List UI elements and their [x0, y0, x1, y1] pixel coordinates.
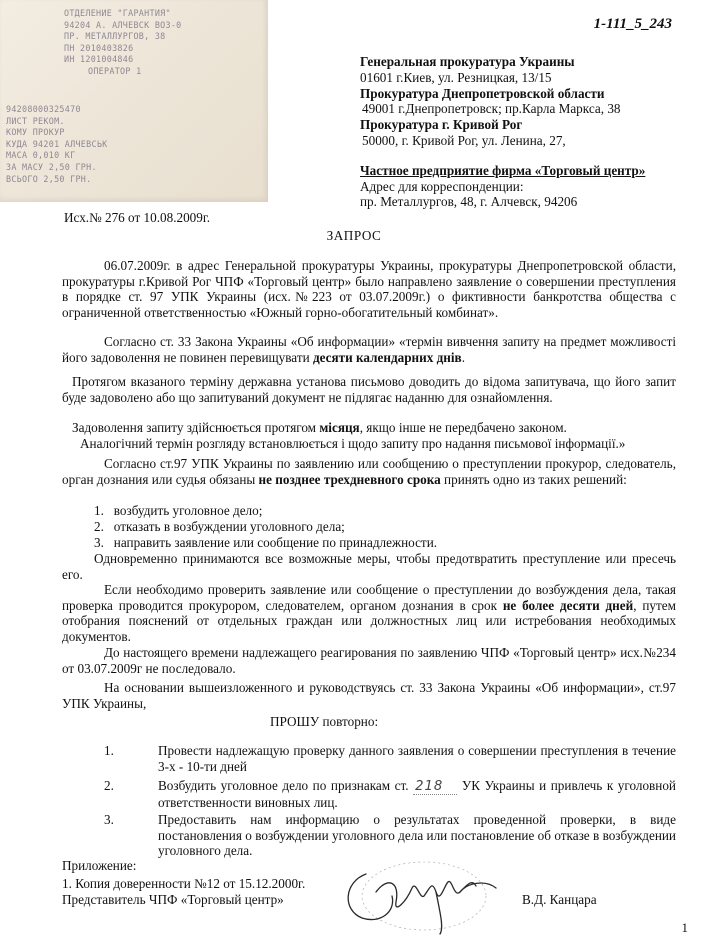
receipt-line: ИН 1201004846	[64, 54, 134, 65]
paragraph-4	[62, 420, 676, 436]
request-text: Возбудить уголовное дело по признакам ст.	[158, 778, 414, 793]
receipt-top-block	[64, 8, 182, 78]
decision-item-3: 3. направить заявление или сообщение по принадлежности.	[94, 535, 438, 550]
paragraph-text: , путем отобрания пояснений от отдельных граждан или должностных лиц или истребования необходимых документов.	[62, 597, 676, 644]
addressee-block	[360, 54, 645, 210]
decision-text: возбудить уголовное дело;	[113, 503, 263, 518]
addressee-org: Прокуратура Днепропетровской области	[360, 85, 605, 101]
paragraph-7: Одновременно принимаются все возможные меры, чтобы предотвратить преступление или пресечь его.	[62, 551, 676, 582]
request-item-2	[158, 778, 676, 810]
paragraph-3: Протягом вказаного терміну державна установа письмово доводить до відома запитувача, що його запит буде задоволено або що запитуваний документ не підлягає наданню для ознайомлення.	[62, 374, 676, 405]
request-number: 2.	[104, 778, 114, 793]
receipt-line: ОПЕРАТОР 1	[88, 65, 142, 76]
paragraph-text: Согласно ст.97 УПК Украины по заявлению или сообщению о преступлении прокурор, следователь, орган дознания или судья обязаны	[62, 456, 676, 487]
receipt-line: ВСЬОГО 2,50 ГРН.	[6, 173, 92, 184]
receipt-line: ОТДЕЛЕНИЕ "ГАРАНТИЯ"	[64, 8, 171, 18]
decision-item-2: 2. отказать в возбуждении уголовного дела;	[94, 519, 345, 534]
addressee-org: Прокуратура г. Кривой Рог	[360, 117, 523, 133]
paragraph-text: Согласно ст. 33 Закона Украины «Об информации» «термін вивчення запиту на предмет можливості його задоволення не повинен перевищувати	[62, 334, 676, 365]
request-item-3: Предоставить нам информацию о результатах проведенной проверки, в виде постановления о возбуждении уголовного дела или постановление об отказе в возбуждении уголовного дела.	[158, 812, 676, 859]
addressee-org: Генеральная прокуратура Украины	[360, 54, 575, 69]
paragraph-8	[62, 582, 676, 644]
paragraph-text: Если необходимо проверить заявление или сообщение о преступлении до возбуждения дела, такая проверка проводится прокурором, следователем, органом дознания в срок	[62, 582, 676, 613]
paragraph-text: принять одно из таких решений:	[440, 471, 627, 487]
request-heading: ПРОШУ повторно:	[270, 714, 379, 729]
attachment-item: 1. Копия доверенности №12 от 15.12.2000г.	[62, 876, 306, 891]
request-text: УК Украины и привлечь к уголовной ответственности виновных лиц.	[158, 778, 676, 810]
receipt-line: 94208000325470	[6, 104, 81, 114]
document-title: ЗАПРОС	[326, 228, 382, 243]
paragraph-10: На основании вышеизложенного и руководствуясь ст. 33 Закона Украины «Об информации», ст.97 УПК Украины,	[62, 680, 676, 711]
decision-item-1: 1. возбудить уголовное дело;	[94, 503, 263, 518]
paragraph-5: Аналогічний термін розгляду встановлюється і щодо запиту про надання письмової інформації.»	[80, 436, 626, 451]
receipt-bottom-block	[6, 104, 108, 185]
receipt-line: КОМУ ПРОКУР	[6, 127, 65, 138]
signatory-name: В.Д. Канцара	[522, 892, 597, 907]
request-item-1: Провести надлежащую проверку данного заявления о совершении преступления в течение 3-х - 10-ти дней	[158, 743, 676, 774]
receipt-line: ЗА МАСУ 2,50 ГРН.	[6, 161, 97, 172]
bold-text: десяти календарних днів	[312, 349, 462, 365]
receipt-line: МАСА 0,010 КГ	[6, 150, 76, 161]
bold-text: не позднее трехдневного срока	[258, 471, 441, 487]
paragraph-9: До настоящего времени надлежащего реагирования по заявлению ЧПФ «Торговый центр» исх.№234 от 03.07.2009г не последовало.	[62, 645, 676, 676]
page-number: 1	[681, 920, 688, 935]
paragraph-1: 06.07.2009г. в адрес Генеральной прокуратуры Украины, прокуратуры Днепропетровской области, прокуратуры г.Кривой Рог ЧПФ «Торговый центр» было направлено заявление о совершении преступления в порядке ст. 97 УПК Украины (исх.№223 от 03.07.2009г.) о фиктивности банкротства общества с ограниченной ответственностью «Южный горно-обогатительный комбинат».	[62, 258, 676, 320]
paragraph-text: .	[461, 349, 465, 365]
sender-name: Частное предприятие фирма «Торговый центр»	[360, 162, 646, 178]
bold-text: не более десяти дней	[502, 597, 634, 613]
addressee-address: 49001 г.Днепропетровск; пр.Карла Маркса, 38	[362, 101, 621, 117]
decision-text: направить заявление или сообщение по принадлежности.	[113, 535, 438, 550]
sender-corr-label: Адрес для корреспонденции:	[360, 178, 524, 194]
decision-text: отказать в возбуждении уголовного дела;	[113, 519, 345, 534]
signatory-role: Представитель ЧПФ «Торговый центр»	[62, 892, 284, 907]
sender-corr-address: пр. Металлургов, 48, г. Алчевск, 94206	[360, 194, 578, 210]
paragraph-text: Задоволення запиту здійснюється протягом	[72, 420, 320, 435]
signature-image	[336, 852, 516, 936]
paragraph-text: , якщо інше не передбачено законом.	[359, 420, 567, 435]
receipt-line: 94204 А. АЛЧЕВСК ВОЗ-0	[64, 19, 182, 30]
paragraph-6	[62, 456, 676, 487]
document-code: 1-111_5_243	[593, 16, 672, 32]
request-number: 3.	[104, 812, 114, 827]
receipt-line: КУДА 94201 АЛЧЕВСЬК	[6, 138, 108, 149]
handwritten-article: 218	[413, 779, 457, 795]
request-number: 1.	[104, 743, 114, 758]
addressee-address: 01601 г.Киев, ул. Резницкая, 13/15	[360, 69, 552, 85]
bold-text: місяця	[319, 420, 360, 435]
receipt-line: ЛИСТ РЕКОМ.	[6, 115, 65, 126]
receipt-line: ПН 2010403826	[64, 42, 134, 53]
outgoing-number: Исх.№ 276 от 10.08.2009г.	[64, 210, 211, 225]
paragraph-2	[62, 334, 676, 365]
attachment-label: Приложение:	[62, 858, 137, 873]
postal-receipt	[0, 0, 268, 202]
addressee-address: 50000, г. Кривой Рог, ул. Ленина, 27,	[362, 132, 566, 148]
receipt-line: ПР. МЕТАЛЛУРГОВ, 38	[64, 31, 166, 42]
